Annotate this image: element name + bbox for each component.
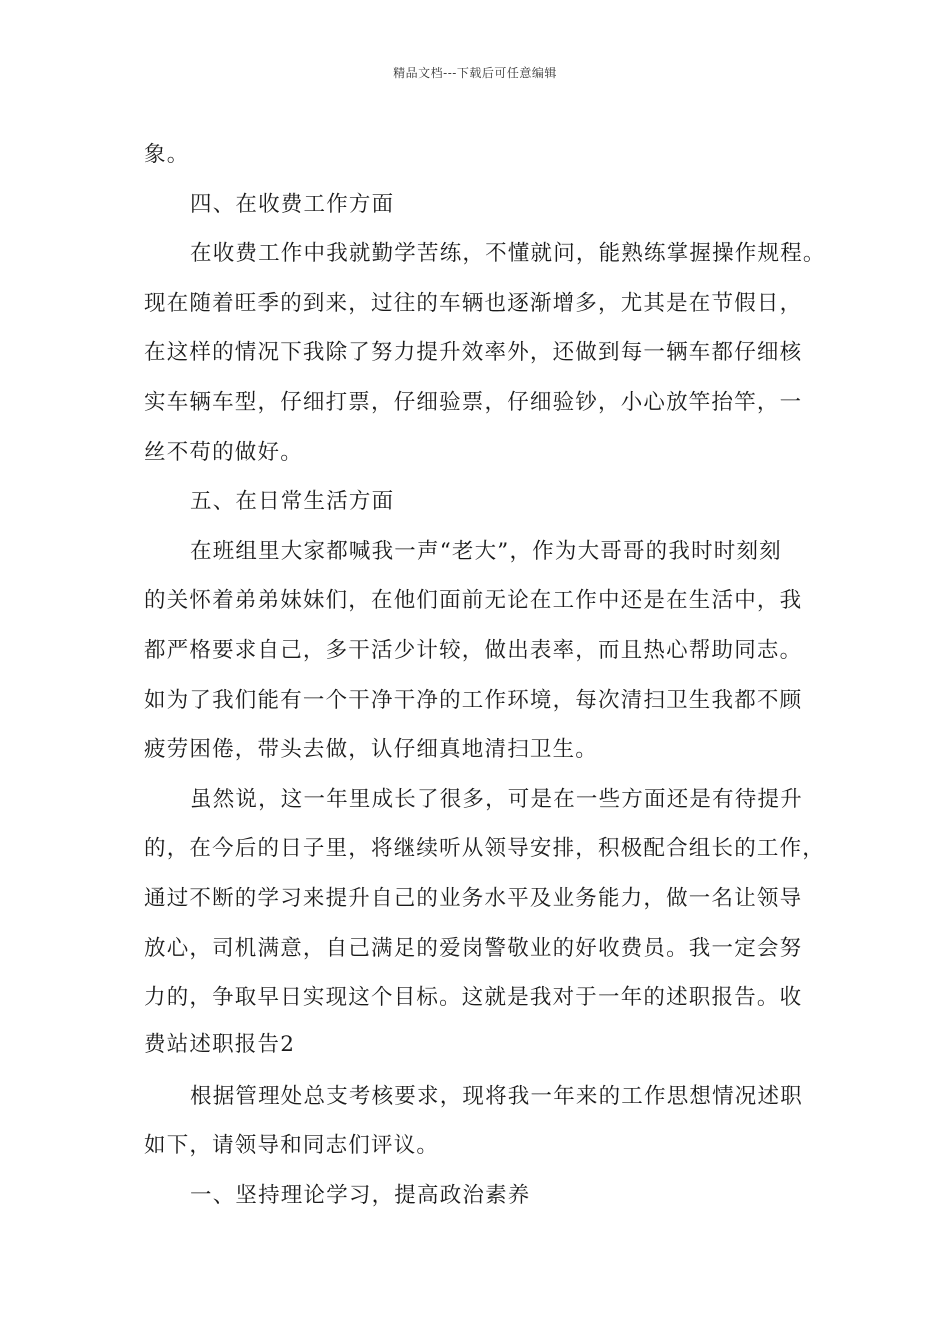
text-line: 如下，请领导和同志们评议。 — [144, 1133, 440, 1159]
text-line: 在收费工作中我就勤学苦练，不懂就问，能熟练掌握操作规程。 — [190, 241, 826, 267]
section-heading: 四、在收费工作方面 — [190, 191, 395, 217]
text-line: 的，在今后的日子里，将继续听从领导安排，积极配合组长的工作， — [144, 836, 826, 862]
text-line: 通过不断的学习来提升自己的业务水平及业务能力，做一名让领导 — [144, 885, 803, 911]
text-line: 实车辆车型，仔细打票，仔细验票，仔细验钞，小心放竿抬竿，一 — [144, 389, 803, 415]
text-line: 虽然说，这一年里成长了很多，可是在一些方面还是有待提升 — [190, 786, 803, 812]
text-line: 费站述职报告2 — [144, 1031, 296, 1057]
document-body — [144, 130, 824, 1220]
text-line: 都严格要求自己，多干活少计较，做出表率，而且热心帮助同志。 — [144, 637, 803, 663]
section-heading: 一、坚持理论学习，提高政治素养 — [190, 1182, 531, 1208]
text-line: 放心，司机满意，自己满足的爱岗警敬业的好收费员。我一定会努 — [144, 935, 803, 961]
page-header: 精品文档---下载后可任意编辑 — [393, 66, 557, 80]
section-heading: 五、在日常生活方面 — [190, 489, 395, 515]
text-line: 象。 — [144, 142, 190, 167]
text-line: 在班组里大家都喊我一声“老大”，作为大哥哥的我时时刻刻 — [190, 538, 782, 564]
text-line: 现在随着旺季的到来，过往的车辆也逐渐增多，尤其是在节假日， — [144, 290, 803, 316]
text-line: 根据管理处总支考核要求，现将我一年来的工作思想情况述职 — [190, 1083, 803, 1109]
text-line: 在这样的情况下我除了努力提升效率外，还做到每一辆车都仔细核 — [144, 340, 803, 366]
text-line: 丝不苟的做好。 — [144, 439, 303, 465]
text-line: 力的，争取早日实现这个目标。这就是我对于一年的述职报告。收 — [144, 985, 803, 1011]
text-line: 如为了我们能有一个干净干净的工作环境，每次清扫卫生我都不顾 — [144, 687, 803, 713]
text-line: 的关怀着弟弟妹妹们，在他们面前无论在工作中还是在生活中，我 — [144, 588, 803, 614]
text-line: 疲劳困倦，带头去做，认仔细真地清扫卫生。 — [144, 737, 599, 763]
